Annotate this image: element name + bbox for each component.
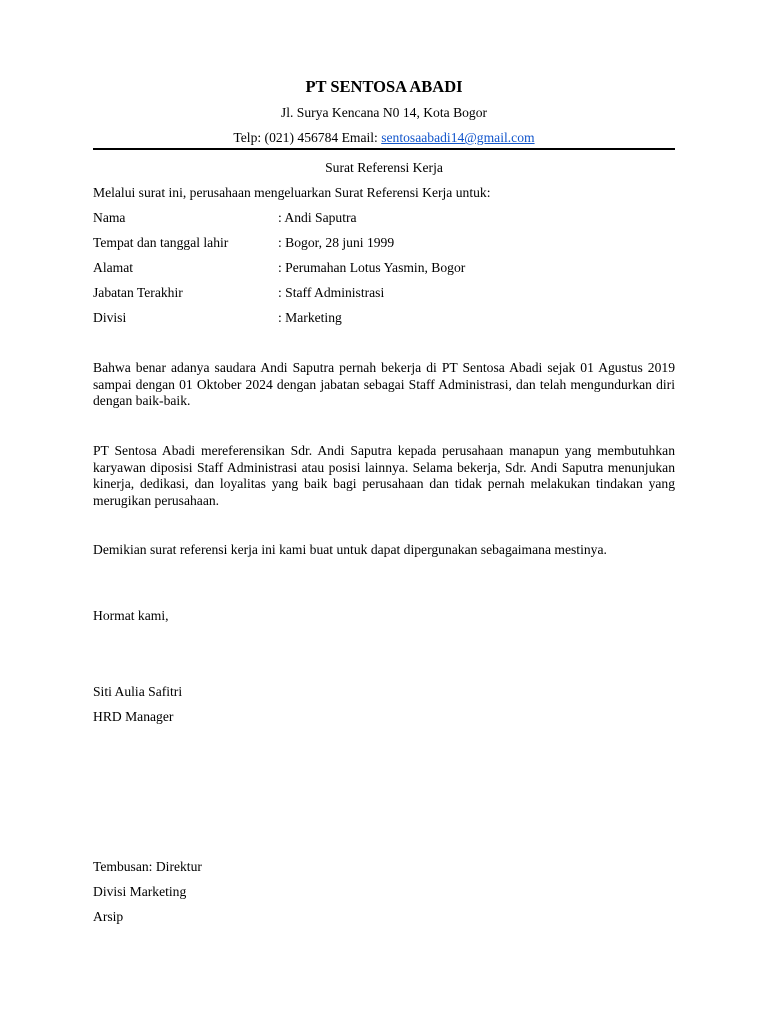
- detail-label: Divisi: [93, 310, 127, 325]
- cc-line-director: Tembusan: Direktur: [93, 859, 202, 874]
- paragraph-closing: Demikian surat referensi kerja ini kami buat untuk dapat dipergunakan sebagaimana mestinya.: [93, 542, 607, 557]
- detail-value: : Marketing: [278, 310, 342, 325]
- paragraph-employment: Bahwa benar adanya saudara Andi Saputra pernah bekerja di PT Sentosa Abadi sejak 01 Agustus 2019 sampai dengan 01 Oktober 2024 dengan jabatan sebagai Staff Administrasi, dan telah mengundurkan diri dengan baik-baik.: [93, 360, 675, 408]
- intro-text: Melalui surat ini, perusahaan mengeluarkan Surat Referensi Kerja untuk:: [93, 185, 491, 200]
- detail-value: : Perumahan Lotus Yasmin, Bogor: [278, 260, 466, 275]
- header-divider: [93, 148, 675, 150]
- paragraph-reference: PT Sentosa Abadi mereferensikan Sdr. Andi Saputra kepada perusahaan manapun yang membutuhkan karyawan diposisi Staff Administrasi atau posisi lainnya. Selama bekerja, Sdr. Andi Saputra menunjukan kinerja, dedikasi, dan loyalitas yang baik bagi perusahaan dan tidak pernah melakukan tindakan yang merugikan perusahaan.: [93, 443, 675, 508]
- detail-value: : Bogor, 28 juni 1999: [278, 235, 395, 250]
- cc-line-marketing: Divisi Marketing: [93, 884, 187, 899]
- detail-value: : Andi Saputra: [278, 210, 357, 225]
- email-link[interactable]: sentosaabadi14@gmail.com: [381, 130, 535, 145]
- company-contact: [93, 129, 675, 147]
- phone-text: Telp: (021) 456784 Email:: [233, 130, 382, 145]
- detail-label: Alamat: [93, 260, 134, 275]
- cc-line-archive: Arsip: [93, 909, 124, 924]
- company-address: Jl. Surya Kencana N0 14, Kota Bogor: [280, 105, 488, 120]
- detail-label: Nama: [93, 210, 126, 225]
- letter-title: Surat Referensi Kerja: [325, 160, 443, 175]
- signer-title: HRD Manager: [93, 709, 174, 724]
- company-name: PT SENTOSA ABADI: [305, 77, 463, 96]
- signer-name: Siti Aulia Safitri: [93, 684, 183, 699]
- detail-value: : Staff Administrasi: [278, 285, 385, 300]
- detail-label: Jabatan Terakhir: [93, 285, 183, 300]
- detail-label: Tempat dan tanggal lahir: [93, 235, 229, 250]
- closing-salutation: Hormat kami,: [93, 608, 169, 623]
